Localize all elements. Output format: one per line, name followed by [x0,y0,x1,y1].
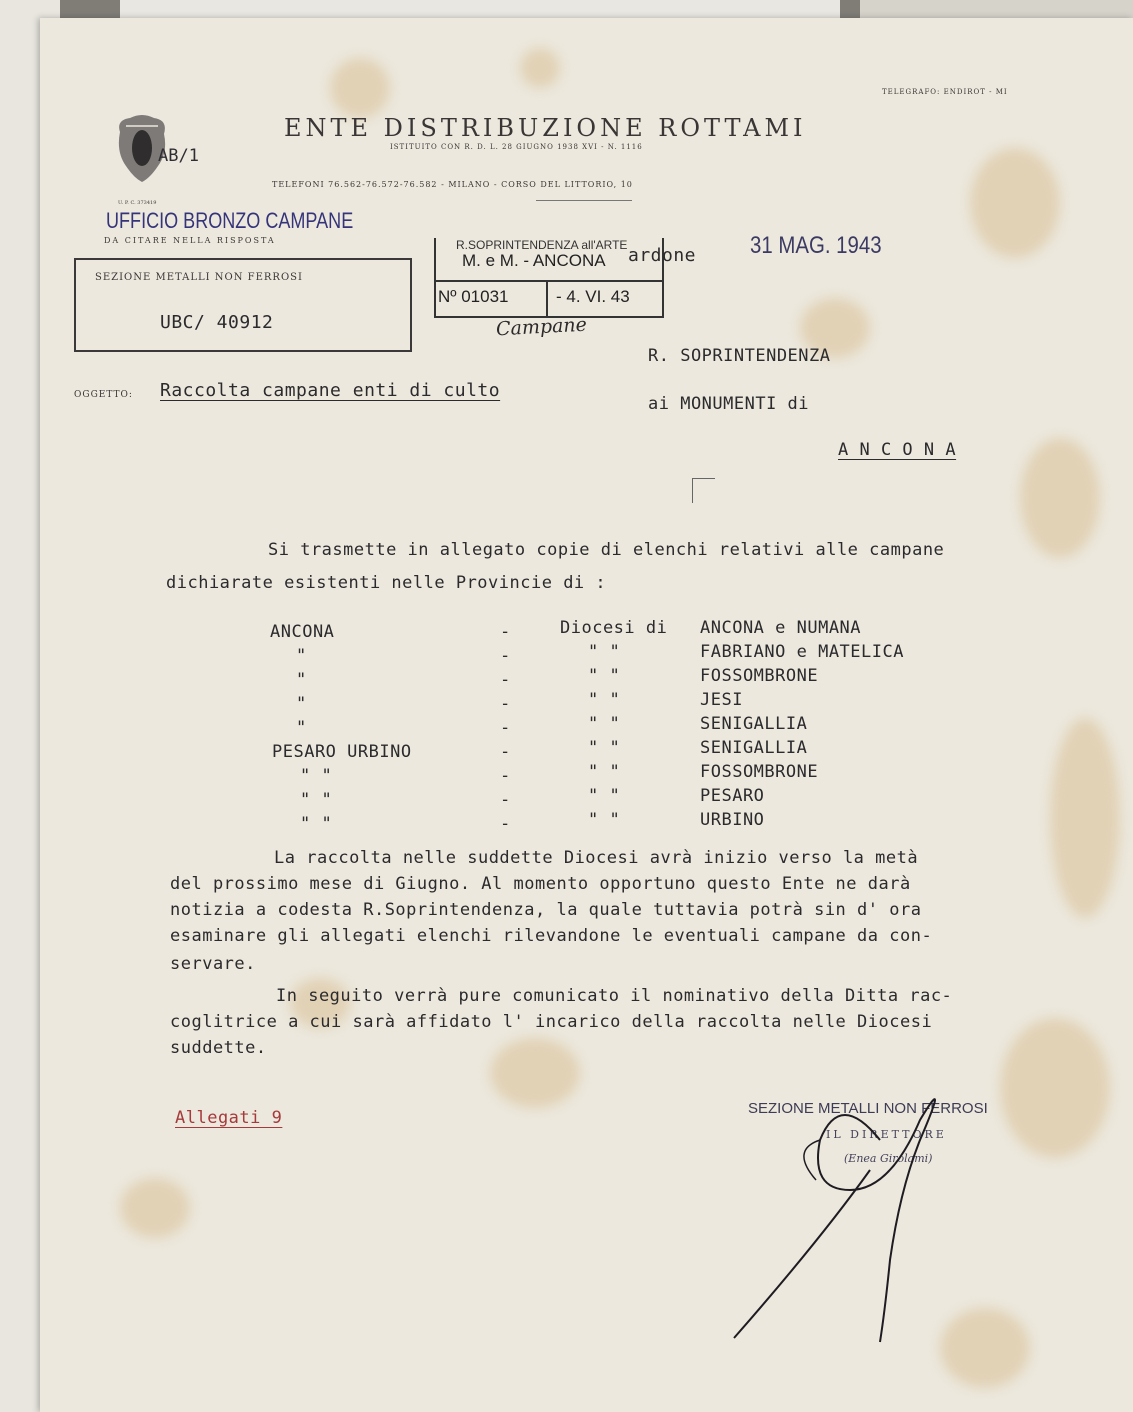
office-stamp: UFFICIO BRONZO CAMPANE [106,208,354,233]
paragraph-2-line-4: esaminare gli allegati elenchi rilevandone le eventuali campane da con- [170,926,933,946]
diocese-label-cell: " " [588,714,621,734]
paragraph-2-line-5: servare. [170,954,256,974]
attachments-note: Allegati 9 [175,1108,283,1128]
province-cell: " [296,694,307,714]
office-code: U. P. C. 373419 [118,200,157,206]
signature-name: (Enea Girolami) [844,1152,933,1165]
telegraph-line: TELEGRAFO: ENDIROT - MI [882,88,1008,96]
province-cell: " " [300,814,333,834]
dash-cell: - [500,742,511,762]
province-cell: " [296,646,307,666]
diocese-cell: FOSSOMBRONE [700,666,819,686]
intro-line-1: Si trasmette in allegato copie di elenchi relativi alle campane [268,540,945,560]
date-typed: ardone [628,245,697,266]
dash-cell: - [500,622,511,642]
institute-line: ISTITUITO CON R. D. L. 28 GIUGNO 1938 XVI - N. 1116 [390,143,643,151]
diocese-cell: FOSSOMBRONE [700,762,819,782]
logo-reference: AB/1 [158,146,199,166]
intro-line-2: dichiarate esistenti nelle Provincie di : [166,573,607,593]
diocese-label-cell: " " [588,738,621,758]
diocese-table [270,618,970,848]
recipient-line-2: ai MONUMENTI di [648,394,810,414]
paragraph-2-line-1: La raccolta nelle suddette Diocesi avrà inizio verso la metà [274,848,919,868]
diocese-cell: PESARO [700,786,765,806]
received-stamp-date: - 4. VI. 43 [556,287,630,306]
cite-note: DA CITARE NELLA RISPOSTA [104,236,276,245]
diocese-cell: ANCONA e NUMANA [700,618,862,638]
recipient-city: A N C O N A [838,440,957,460]
section-box-reference: UBC/ 40912 [160,312,274,333]
subject-text: Raccolta campane enti di culto [160,380,501,401]
received-stamp-divider-v [546,280,548,316]
paragraph-2-line-2: del prossimo mese di Giugno. Al momento opportuno questo Ente ne darà [170,874,911,894]
diocese-cell: JESI [700,690,743,710]
dash-cell: - [500,694,511,714]
handwritten-signature [720,1080,980,1350]
dash-cell: - [500,718,511,738]
diocese-label-cell: " " [588,690,621,710]
received-stamp-line1: R.SOPRINTENDENZA all'ARTE [456,238,628,252]
received-stamp-line2: M. e M. - ANCONA [462,251,606,270]
letterhead-divider [536,200,632,201]
diocese-label-cell: " " [588,666,621,686]
dash-cell: - [500,646,511,666]
dash-cell: - [500,766,511,786]
diocese-label-cell: " " [588,810,621,830]
province-cell: " [296,670,307,690]
recipient-line-1: R. SOPRINTENDENZA [648,346,831,366]
paragraph-3-line-2: coglitrice a cui sarà affidato l' incarico della raccolta nelle Diocesi [170,1012,933,1032]
signature-section: SEZIONE METALLI NON FERROSI [748,1100,988,1117]
diocese-cell: SENIGALLIA [700,714,808,734]
paragraph-3-line-3: suddette. [170,1038,267,1058]
paragraph-3-line-1: In seguito verrà pure comunicato il nominativo della Ditta rac- [276,986,953,1006]
date-stamp: 31 MAG. 1943 [750,232,882,259]
pencil-mark [692,478,715,503]
province-cell: " " [300,766,333,786]
paragraph-2-line-3: notizia a codesta R.Soprintendenza, la quale tuttavia potrà sin d' ora [170,900,922,920]
received-stamp-divider [434,280,662,282]
diocese-label-cell: " " [588,762,621,782]
diocese-label-cell: " " [588,642,621,662]
signature-role: IL DIRETTORE [826,1128,947,1141]
section-box-title: SEZIONE METALLI NON FERROSI [95,272,303,283]
province-cell: ANCONA [270,622,335,642]
contacts-line: TELEFONI 76.562-76.572-76.582 - MILANO - CORSO DEL LITTORIO, 10 [272,180,633,189]
diocese-cell: URBINO [700,810,765,830]
province-cell: " " [300,790,333,810]
province-cell: " [296,718,307,738]
diocese-cell: FABRIANO e MATELICA [700,642,904,662]
diocese-cell: SENIGALLIA [700,738,808,758]
dash-cell: - [500,790,511,810]
province-cell: PESARO URBINO [272,742,412,762]
diocese-label-cell: Diocesi di [560,618,668,638]
diocese-label-cell: " " [588,786,621,806]
org-name: ENTE DISTRIBUZIONE ROTTAMI [284,114,807,142]
received-stamp-number: Nº 01031 [438,287,509,306]
dash-cell: - [500,814,511,834]
subject-label: OGGETTO: [74,390,133,400]
received-stamp-signature: Campane [495,313,588,341]
dash-cell: - [500,670,511,690]
